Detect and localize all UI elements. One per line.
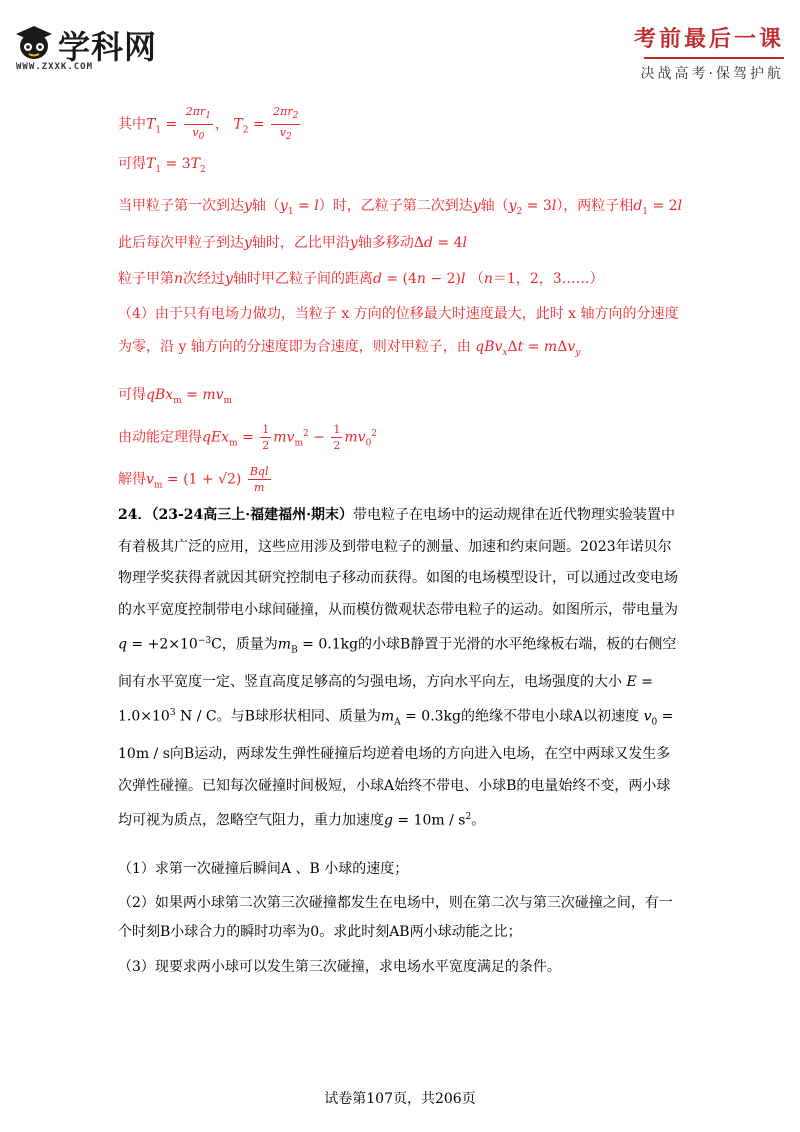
- slogan-main: 考前最后一课: [633, 26, 784, 52]
- fraction: $\frac{1}{2}$: [333, 423, 341, 452]
- solution-line-max-velocity: 可得$qBx_m = mv_m$: [118, 387, 233, 406]
- text: 解得: [118, 471, 146, 488]
- slogan-sub: 决战高考·保驾护航: [640, 66, 784, 82]
- text: （: [469, 271, 484, 287]
- question-1: （1）求第一次碰撞后瞬间A 、B 小球的速度；: [118, 861, 409, 877]
- fraction: $\frac{2\pi r_2}{v_2}$: [273, 105, 299, 143]
- solution-line-first-arrival: 当甲粒子第一次到达y轴$(y_1 = l)$时，乙粒子第二次到达y轴$(y_2 = 3l)$，两粒子相$d_1 = 2l$: [118, 198, 683, 217]
- logo-text: 学科网: [58, 28, 158, 66]
- text: ）时，乙粒子第二次到达: [318, 198, 473, 214]
- slogan-divider: [644, 57, 784, 59]
- text: 此后每次甲粒子到达: [118, 235, 244, 251]
- text: 轴多移动: [357, 235, 414, 251]
- text: n: [483, 271, 493, 287]
- logo-url: WWW.ZXXK.COM: [16, 62, 94, 72]
- text: 由动能定理得: [118, 429, 202, 446]
- solution-line-periods: 其中$T_1$ = $\frac{2\pi r_1}{v_0}$ ， $T_2$ = $\frac{2\pi r_2}{v_2}$: [118, 104, 302, 145]
- page-footer: 试卷第107页，共206页: [324, 1091, 476, 1107]
- text: 粒子甲第: [118, 271, 174, 287]
- header-slogan: [614, 22, 784, 83]
- graduation-cap-icon: [14, 22, 54, 62]
- text: 轴时，乙比甲沿: [251, 235, 350, 251]
- text: ，质量为: [221, 636, 278, 653]
- solution-line-ratio: 可得$T_1 = 3T_2$: [118, 156, 206, 175]
- solution-line-result: 解得$v_m = (1 + √2)$ $\frac{\text{Bql}}{m}$: [118, 465, 269, 494]
- problem-number: 24．: [118, 507, 152, 523]
- site-logo: [8, 18, 178, 78]
- text: 轴（: [480, 198, 509, 214]
- text: 。与B球形状相同、质量为: [216, 709, 381, 726]
- text: 。: [471, 813, 486, 830]
- solution-line-each-arrival: 此后每次甲粒子到达y轴时，乙比甲沿y轴多移动Δd = 4l: [118, 235, 467, 251]
- line-prefix: 其中: [118, 116, 146, 133]
- solution-line-distance: 粒子甲第n次经过y轴时甲乙粒子间的距离d = (4n − 2)l （n＝1，2，3……）: [118, 271, 604, 287]
- text: 带电粒子在电场中的运动规律在近代物理实验装置中有着极其广泛的应用，这些应用涉及到带电粒子的测量、加速和约束问题。2023年诺贝尔物理学奖获得者就因其研究控制电子移动而获得。如图的电场模型设计，可以通过改变电场的水平宽度控制带电小球间碰撞，从而模仿微观状态带电粒子的运动。如图所示，带电量为: [118, 507, 678, 618]
- text: 轴（: [251, 198, 280, 214]
- text: （4）由于只有电场力做功，当粒子 x 方向的位移最大时速度最大，此时 x 轴方向的分速度为零，沿 y 轴方向的分速度即为合速度，则对甲粒子，由: [118, 306, 679, 355]
- text: 当甲粒子第一次到达: [118, 198, 244, 214]
- separator: ，: [214, 116, 229, 133]
- problem-24: 24．（23-24高三上·福建福州·期末）带电粒子在电场中的运动规律在近代物理实验装置中有着极其广泛的应用，这些应用涉及到带电粒子的测量、加速和约束问题。2023年诺贝尔物理学奖获得者就因其研究控制电子移动而获得。如图的电场模型设计，可以通过改变电场的水平宽度控制带电小球间碰撞，从而模仿微观状态带电粒子的运动。如图所示，带电量为 $q = +2\times 10^{-3}C$，质量为$m_B = 0.1kg$的小球B静置于光滑的水平绝缘板右端，板的右侧空间有水平宽度一定、竖直高度足够高的匀强电场，方向水平向左，电场强度的大小 $E = 1.0\times 10^3$ N / C。与B球形状相同、质量为$m_A = 0.3kg$的绝缘不带电小球A以初速度 $v_0 = 10m / s$向B运动，两球发生弹性碰撞后均逆着电场的方向进入电场，在空中两球又发生多次弹性碰撞。已知每次碰撞时间极短，小球A始终不带电、小球B的电量始终不变，两小球均可视为质点，忽略空气阻力，重力加速度$g = 10m / s^2$。: [118, 507, 678, 830]
- question-2: （2）如果两小球第二次第三次碰撞都发生在电场中，则在第二次与第三次碰撞之间，有一个时刻B小球合力的瞬时功率为0。求此时刻AB两小球动能之比；: [118, 895, 673, 940]
- text: y: [244, 198, 252, 214]
- text: ），两粒子相: [556, 198, 634, 214]
- text: 轴时甲乙粒子间的距离: [232, 271, 373, 287]
- solution-part-4: （4）由于只有电场力做功，当粒子 x 方向的位移最大时速度最大，此时 x 轴方向的分速度为零，沿 y 轴方向的分速度即为合速度，则对甲粒子，由 qBv$_x$Δt = mΔv$_y$: [118, 306, 679, 358]
- text: 可得: [118, 387, 146, 403]
- text: 的绝缘不带电小球A以初速度: [461, 709, 640, 726]
- fraction: $\frac{1}{2}$: [262, 423, 270, 452]
- fraction: $\frac{\text{Bql}}{m}$: [249, 465, 269, 494]
- fraction: $\frac{2\pi r_1}{v_0}$: [185, 105, 211, 143]
- text: 的小球B静置于光滑的水平绝缘板右端，板的右侧空间有水平宽度一定、竖直高度足够高的匀强电场，方向水平向左，电场强度的大小: [118, 636, 677, 690]
- text: 向B运动，两球发生弹性碰撞后均逆着电场的方向进入电场，在空中两球又发生多次弹性碰撞。已知每次碰撞时间极短，小球A始终不带电、小球B的电量始终不变，两小球均可视为质点，忽略空气阻力，重力加速度: [118, 746, 671, 830]
- line-prefix: 可得: [118, 156, 146, 172]
- solution-line-energy: 由动能定理得qEx$_m$ = $\frac{1}{2}$ $mv_m^2$ − $\frac{1}{2}$ $mv_0^2$: [118, 423, 378, 452]
- text: ＝1，2，3……）: [492, 271, 604, 287]
- text: 次经过: [183, 271, 226, 287]
- text: n: [174, 271, 184, 287]
- question-3: （3）现要求两小球可以发生第三次碰撞，求电场水平宽度满足的条件。: [118, 959, 561, 975]
- problem-source: （23-24高三上·福建福州·期末）: [151, 507, 354, 523]
